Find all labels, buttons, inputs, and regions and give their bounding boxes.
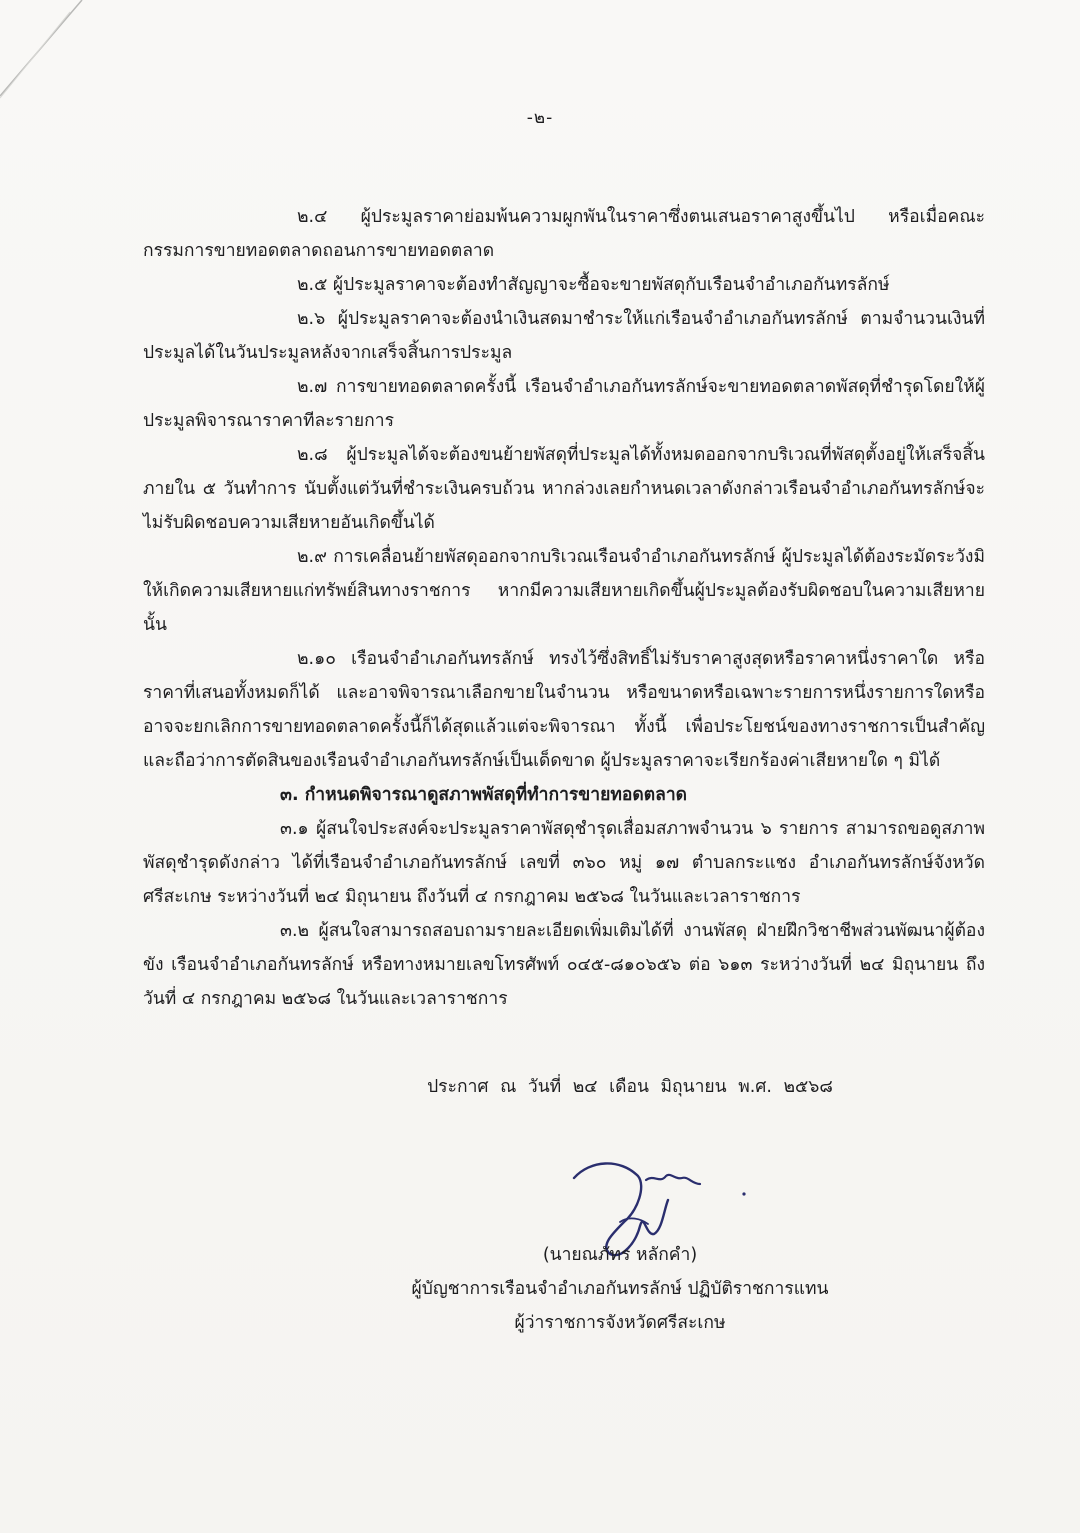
- clause-2-6-text: ๒.๖ ผู้ประมูลราคาจะต้องนำเงินสดมาชำระให้แก่เรือนจำอำเภอกันทรลักษ์ ตามจำนวนเงินที่ประมูลได้ในวันประมูลหลังจากเสร็จสิ้นการประมูล: [143, 309, 985, 363]
- clause-2-6: [143, 302, 985, 370]
- clause-2-8: [143, 438, 985, 540]
- section-3-heading: ๓. กำหนดพิจารณาดูสภาพพัสดุที่ทำการขายทอดตลาด: [280, 785, 688, 805]
- document-body: [143, 200, 985, 1016]
- clause-3-2-text: ๓.๒ ผู้สนใจสามารถสอบถามรายละเอียดเพิ่มเติมได้ที่ งานพัสดุ ฝ่ายฝึกวิชาชีพส่วนพัฒนาผู้ต้องขัง เรือนจำอำเภอกันทรลักษ์ หรือทางหมายเลขโทรศัพท์ ๐๔๕-๘๑๐๖๕๖ ต่อ ๖๑๓ ระหว่างวันที่ ๒๔ มิถุนายน ถึงวันที่ ๔ กรกฎาคม ๒๕๖๘ ในวันและเวลาราชการ: [143, 921, 985, 1009]
- signatory-position: ผู้บัญชาการเรือนจำอำเภอกันทรลักษ์ ปฏิบัติราชการแทน: [411, 1279, 829, 1299]
- clause-2-5-text: ๒.๕ ผู้ประมูลราคาจะต้องทำสัญญาจะซื้อจะขายพัสดุกับเรือนจำอำเภอกันทรลักษ์: [297, 275, 890, 295]
- clause-2-5: [143, 268, 985, 302]
- clause-2-4: [143, 200, 985, 268]
- scan-corner-fold: [0, 0, 90, 110]
- page-number: -๒-: [526, 108, 554, 128]
- clause-2-9-text: ๒.๙ การเคลื่อนย้ายพัสดุออกจากบริเวณเรือนจำอำเภอกันทรลักษ์ ผู้ประมูลได้ต้องระมัดระวังมิให้เกิดความเสียหายแก่ทรัพย์สินทางราชการ หากมีความเสียหายเกิดขึ้นผู้ประมูลต้องรับผิดชอบในความเสียหายนั้น: [143, 547, 985, 635]
- announcement-date: ประกาศ ณ วันที่ ๒๔ เดือน มิถุนายน พ.ศ. ๒๕๖๘: [427, 1077, 833, 1097]
- clause-2-8-text: ๒.๘ ผู้ประมูลได้จะต้องขนย้ายพัสดุที่ประมูลได้ทั้งหมดออกจากบริเวณที่พัสดุตั้งอยู่ให้เสร็จสิ้นภายใน ๕ วันทำการ นับตั้งแต่วันที่ชำระเงินครบถ้วน หากล่วงเลยกำหนดเวลาดังกล่าวเรือนจำอำเภอกันทรลักษ์จะไม่รับผิดชอบความเสียหายอันเกิดขึ้นได้: [143, 445, 985, 533]
- clause-2-7: [143, 370, 985, 438]
- clause-3-2: [143, 914, 985, 1016]
- clause-2-7-text: ๒.๗ การขายทอดตลาดครั้งนี้ เรือนจำอำเภอกันทรลักษ์จะขายทอดตลาดพัสดุที่ชำรุดโดยให้ผู้ประมูลพิจารณาราคาทีละรายการ: [143, 377, 985, 431]
- clause-3-1-text: ๓.๑ ผู้สนใจประสงค์จะประมูลราคาพัสดุชำรุดเสื่อมสภาพจำนวน ๖ รายการ สามารถขอดูสภาพพัสดุชำรุดดังกล่าว ได้ที่เรือนจำอำเภอกันทรลักษ์ เลขที่ ๓๖๐ หมู่ ๑๗ ตำบลกระแชง อำเภอกันทรลักษ์จังหวัดศรีสะเกษ ระหว่างวันที่ ๒๔ มิถุนายน ถึงวันที่ ๔ กรกฎาคม ๒๕๖๘ ในวันและเวลาราชการ: [143, 819, 985, 907]
- signatory-on-behalf: ผู้ว่าราชการจังหวัดศรีสะเกษ: [514, 1313, 726, 1333]
- clause-3-1: [143, 812, 985, 914]
- signatory-block: [300, 1238, 940, 1340]
- clause-2-10-text: ๒.๑๐ เรือนจำอำเภอกันทรลักษ์ ทรงไว้ซึ่งสิทธิ์ไม่รับราคาสูงสุดหรือราคาหนึ่งราคาใด หรือราคาที่เสนอทั้งหมดก็ได้ และอาจพิจารณาเลือกขายในจำนวน หรือขนาดหรือเฉพาะรายการหนึ่งรายการใดหรืออาจจะยกเลิกการขายทอดตลาดครั้งนี้ก็ได้สุดแล้วแต่จะพิจารณา ทั้งนี้ เพื่อประโยชน์ของทางราชการเป็นสำคัญและถือว่าการตัดสินของเรือนจำอำเภอกันทรลักษ์เป็นเด็ดขาด ผู้ประมูลราคาจะเรียกร้องค่าเสียหายใด ๆ มิได้: [143, 649, 985, 771]
- clause-2-4-text: ๒.๔ ผู้ประมูลราคาย่อมพ้นความผูกพันในราคาซึ่งตนเสนอราคาสูงขึ้นไป หรือเมื่อคณะกรรมการขายทอดตลาดถอนการขายทอดตลาด: [143, 207, 985, 261]
- clause-2-10: [143, 642, 985, 778]
- clause-2-9: [143, 540, 985, 642]
- signatory-name: (นายณภัทร หลักคำ): [542, 1245, 698, 1265]
